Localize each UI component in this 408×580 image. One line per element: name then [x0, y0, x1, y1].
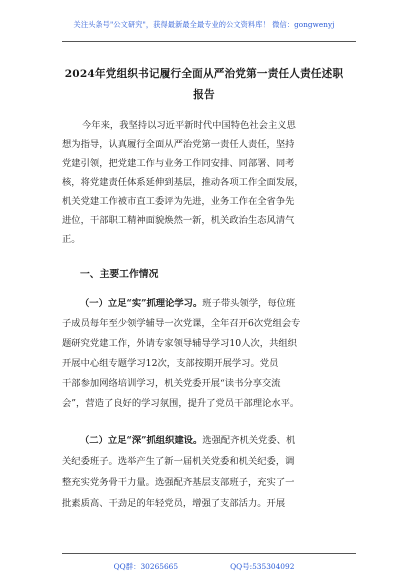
paragraph-line: 开展中心组专题学习12次，支部按期开展学习。党员 [62, 358, 279, 369]
paragraph-line: 整充实党务骨干力量。选强配齐基层支部班子，充实了一 [62, 477, 295, 488]
paragraph-line: 今年来，我坚持以习近平新时代中国特色社会主义思 [82, 120, 296, 131]
subsection-first-line [80, 435, 295, 447]
qq-account-number: QQ号:535304092 [230, 562, 295, 571]
subsection-heading: （一）立足“实”抓理论学习。 [80, 298, 203, 309]
section-heading: 一、主要工作情况 [80, 269, 159, 280]
footer-contacts [0, 561, 408, 572]
header-divider [62, 41, 356, 42]
paragraph-line: 题研究党建工作，外请专家领导辅导学习10人次，共组织 [62, 338, 297, 349]
paragraph-line: 干部参加网络培训学习，机关党委开展“读书分享交流 [62, 378, 281, 389]
paragraph-line: 核，将党建责任体系延伸到基层，推动各项工作全面发展， [62, 177, 304, 188]
paragraph-line: 子成员每年至少领学辅导一次党课，全年召开6次党组会专 [62, 318, 301, 329]
document-title-continued: 报告 [193, 89, 215, 101]
paragraph-line: 党建引领，把党建工作与业务工作同安排、同部署、同考 [62, 158, 295, 169]
header-banner: 关注头条号"公文研究"，获得最新最全最专业的公文资料库！ 微信：gongwenyj [73, 20, 335, 29]
footer-divider [62, 553, 356, 554]
paragraph-line: 批素质高、干劲足的年轻党员，增强了支部活力。开展 [62, 498, 286, 509]
qq-group-number: QQ群：30265665 [113, 562, 179, 571]
paragraph-line: 想为指导，认真履行全面从严治党第一责任人责任，坚持 [62, 139, 295, 150]
paragraph-line: 机关党建工作被市直工委评为先进，业务工作在全省争先 [62, 196, 295, 207]
paragraph-line: 正。 [62, 234, 81, 245]
paragraph-line: 关纪委班子。选举产生了新一届机关党委和机关纪委，调 [62, 456, 295, 467]
document-title: 2024年党组织书记履行全面从严治党第一责任人责任述职 [64, 68, 344, 80]
subsection-heading: （二）立足“深”抓组织建设。 [80, 435, 203, 446]
paragraph-text: 选强配齐机关党委、机 [202, 435, 296, 446]
paragraph-line: 进位，干部职工精神面貌焕然一新，机关政治生态风清气 [62, 215, 295, 226]
paragraph-line: 会”，营造了良好的学习氛围，提升了党员干部理论水平。 [62, 398, 300, 409]
paragraph-text: 班子带头领学，每位班 [202, 298, 296, 309]
subsection-first-line [80, 298, 295, 310]
